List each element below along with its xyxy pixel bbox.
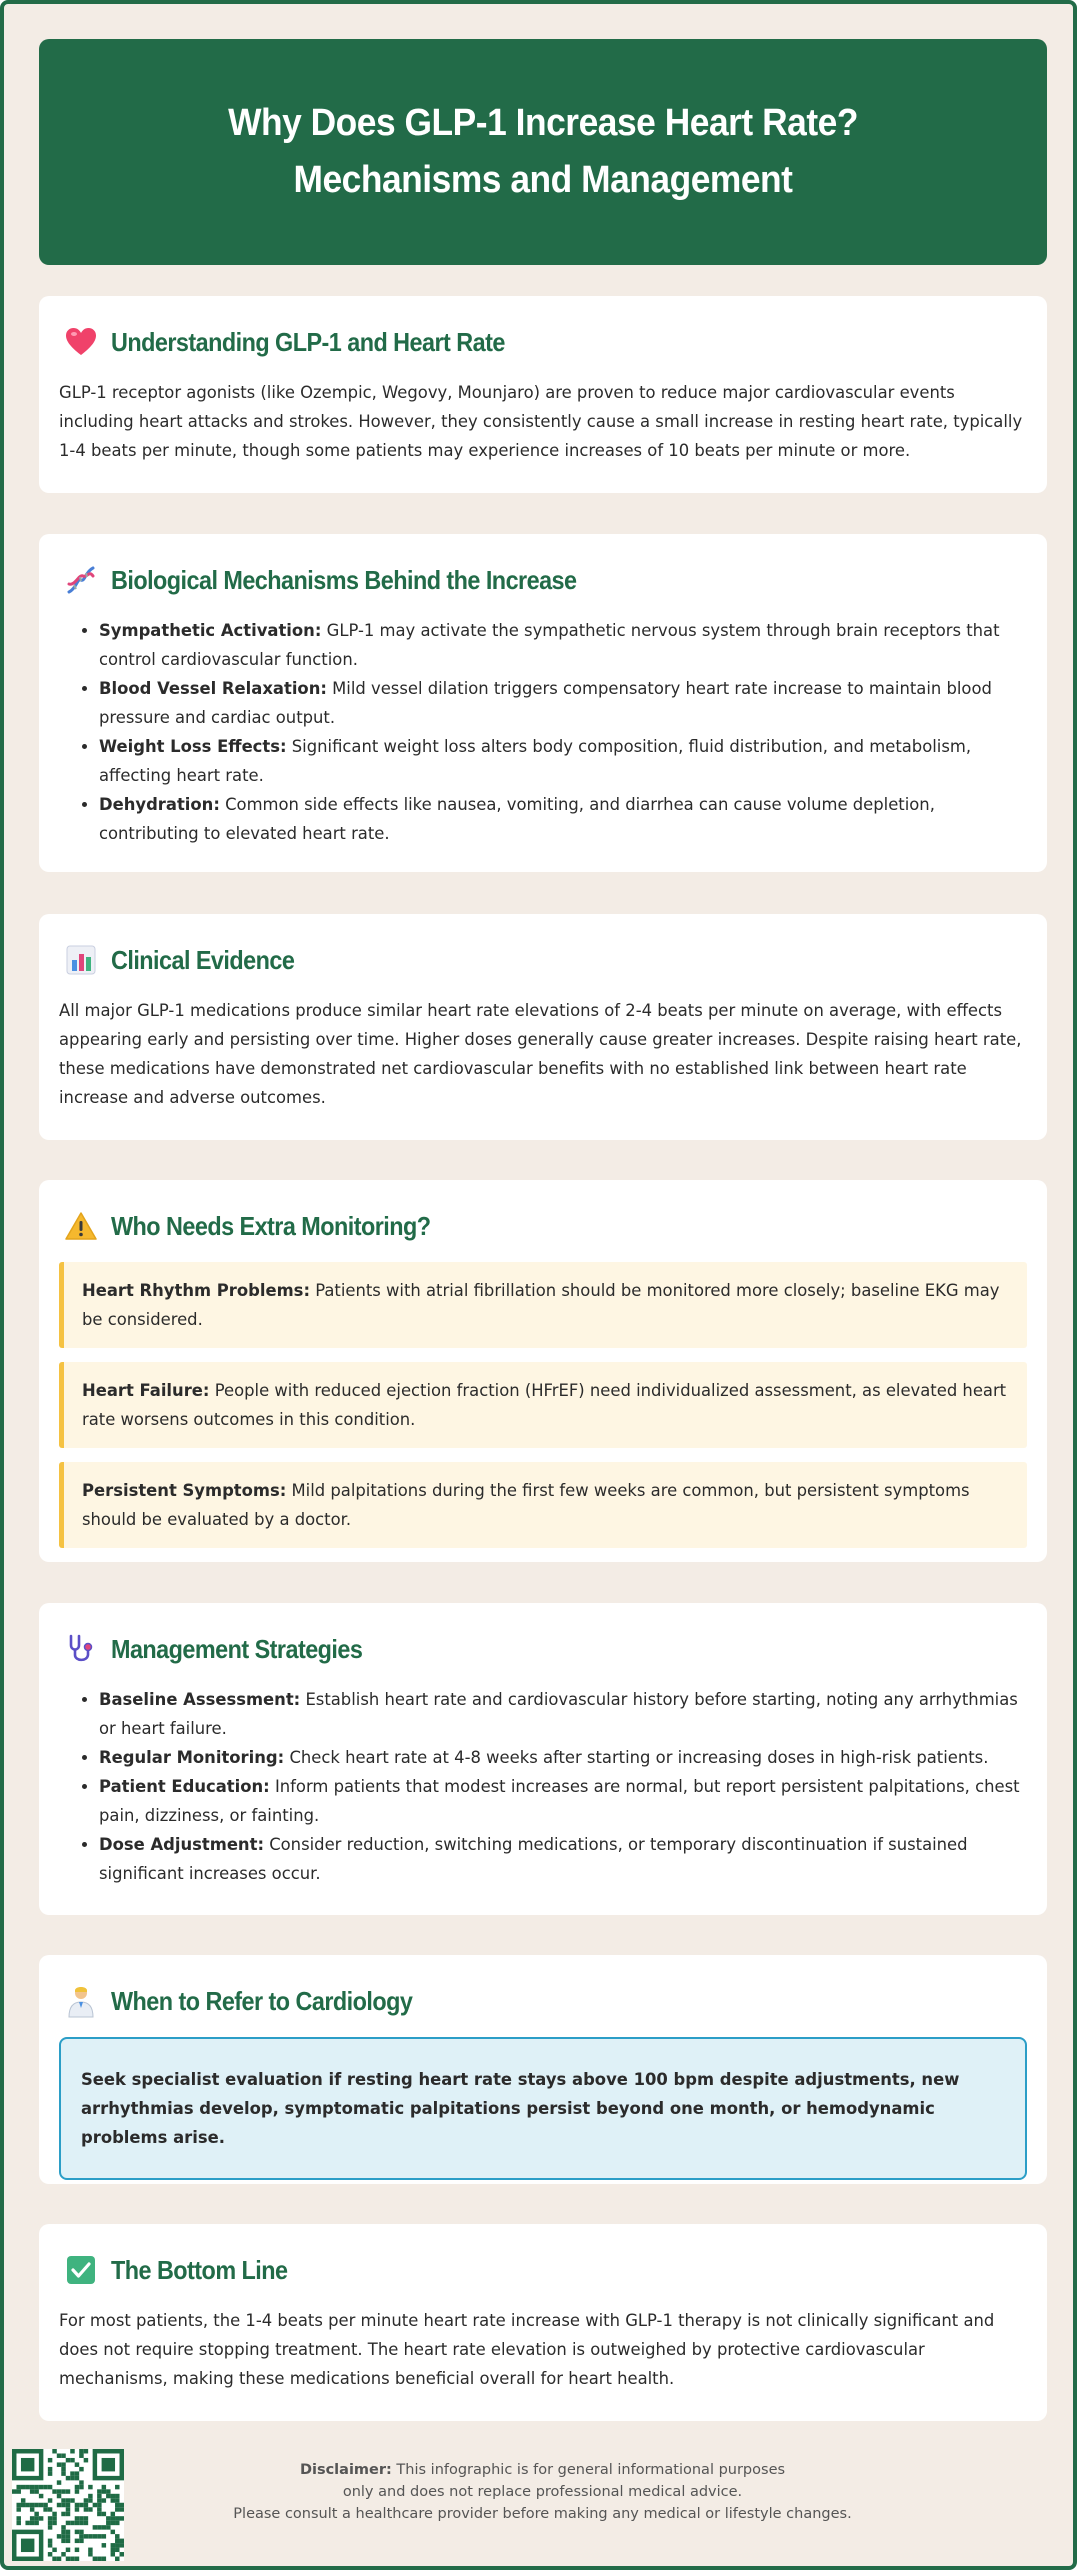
alert-text: People with reduced ejection fraction (HFrEF) need individualized assessment, as elevated heart rate worsens outcomes in this condition. [82,1381,1007,1429]
item-term: Regular Monitoring: [99,1748,285,1767]
mechanisms-list [59,616,1027,848]
item-text: Establish heart rate and cardiovascular history before starting, noting any arrhythmias or heart failure. [99,1690,1018,1738]
heart-icon [63,324,99,360]
item-text: Significant weight loss alters body composition, fluid distribution, and metabolism, affecting heart rate. [99,737,972,785]
section-title: Management Strategies [111,1633,363,1664]
section-title: Biological Mechanisms Behind the Increase [111,564,577,595]
section-title: Who Needs Extra Monitoring? [111,1210,431,1241]
card-monitoring [39,1180,1047,1562]
item-term: Weight Loss Effects: [99,737,287,756]
alert-term: Heart Rhythm Problems: [82,1281,310,1300]
alert-box [59,1462,1027,1548]
alert-text: Patients with atrial fibrillation should be monitored more closely; baseline EKG may be considered. [82,1281,1000,1329]
disclaimer-label: Disclaimer: [299,2462,392,2478]
card-header [59,1625,1027,1673]
section-body: All major GLP-1 medications produce similar heart rate elevations of 2-4 beats per minute on average, with effects appearing early and persisting over time. Higher doses generally cause greater increases. Despite raising heart rate, these medications have demonstrated net cardiovascular benefits with no established link between heart rate increase and adverse outcomes. [59,1001,1022,1107]
list-item [99,790,1027,848]
card-header [59,556,1027,604]
item-term: Dehydration: [99,795,220,814]
doctor-icon [63,1983,99,2019]
section-body: GLP-1 receptor agonists (like Ozempic, Wegovy, Mounjaro) are proven to reduce major cardiovascular events including heart attacks and strokes. However, they consistently cause a small increase in resting heart rate, typically 1-4 beats per minute, though some patients may experience increases of 10 beats per minute or more. [59,383,1023,460]
stethoscope-icon [63,1631,99,1667]
item-text: Inform patients that modest increases are normal, but report persistent palpitations, chest pain, dizziness, or fainting. [99,1777,1020,1825]
bar-chart-icon [63,942,99,978]
alert-box [59,1262,1027,1348]
card-understanding [39,296,1047,493]
page-header [39,39,1047,265]
card-bottom-line [39,2224,1047,2421]
warning-icon [63,1208,99,1244]
item-term: Patient Education: [99,1777,270,1796]
disclaimer-line: Please consult a healthcare provider before making any medical or lifestyle changes. [233,2506,852,2522]
card-header [59,936,1027,984]
card-mechanisms [39,534,1047,872]
alert-term: Heart Failure: [82,1381,210,1400]
dna-icon [63,562,99,598]
item-term: Blood Vessel Relaxation: [99,679,327,698]
item-text: Mild vessel dilation triggers compensatory heart rate increase to maintain blood pressure and cardiac output. [99,679,992,727]
card-management [39,1603,1047,1915]
card-header [59,1202,1027,1250]
disclaimer-line: only and does not replace professional medical advice. [342,2484,743,2500]
page-title: Why Does GLP-1 Increase Heart Rate? Mechanisms and Management [228,102,858,201]
check-mark-icon [63,2252,99,2288]
list-item [99,1772,1027,1830]
item-text: Check heart rate at 4-8 weeks after starting or increasing doses in high-risk patients. [284,1748,989,1767]
disclaimer-line [4,2459,1077,2481]
section-title: When to Refer to Cardiology [111,1985,413,2016]
list-item [99,1743,1027,1772]
section-title: The Bottom Line [111,2254,288,2285]
list-item [99,732,1027,790]
card-referral [39,1955,1047,2184]
list-item [99,1830,1027,1888]
section-body: For most patients, the 1-4 beats per minute heart rate increase with GLP-1 therapy is not clinically significant and does not require stopping treatment. The heart rate elevation is outweighed by protective cardiovascular mechanisms, making these medications beneficial overall for heart health. [59,2311,995,2388]
item-text: GLP-1 may activate the sympathetic nervous system through brain receptors that control cardiovascular function. [99,621,1000,669]
item-text: Common side effects like nausea, vomiting, and diarrhea can cause volume depletion, contributing to elevated heart rate. [99,795,935,843]
list-item [99,1685,1027,1743]
item-term: Sympathetic Activation: [99,621,322,640]
section-title: Understanding GLP-1 and Heart Rate [111,326,505,357]
card-header [59,1977,1027,2025]
card-header [59,2246,1027,2294]
card-header [59,318,1027,366]
list-item [99,674,1027,732]
item-term: Baseline Assessment: [99,1690,301,1709]
management-list [59,1685,1027,1888]
footer-disclaimer [4,2459,1077,2525]
alert-text: Mild palpitations during the first few weeks are common, but persistent symptoms should be evaluated by a doctor. [82,1481,970,1529]
alert-box [59,1362,1027,1448]
item-text: Consider reduction, switching medications, or temporary discontinuation if sustained significant increases occur. [99,1835,968,1883]
card-evidence [39,914,1047,1140]
alert-term: Persistent Symptoms: [82,1481,287,1500]
referral-callout: Seek specialist evaluation if resting heart rate stays above 100 bpm despite adjustments, new arrhythmias develop, symptomatic palpitations persist beyond one month, or hemodynamic problems arise. [59,2037,1027,2180]
list-item [99,616,1027,674]
section-title: Clinical Evidence [111,944,295,975]
disclaimer-text: This infographic is for general informational purposes [391,2462,786,2478]
item-term: Dose Adjustment: [99,1835,264,1854]
